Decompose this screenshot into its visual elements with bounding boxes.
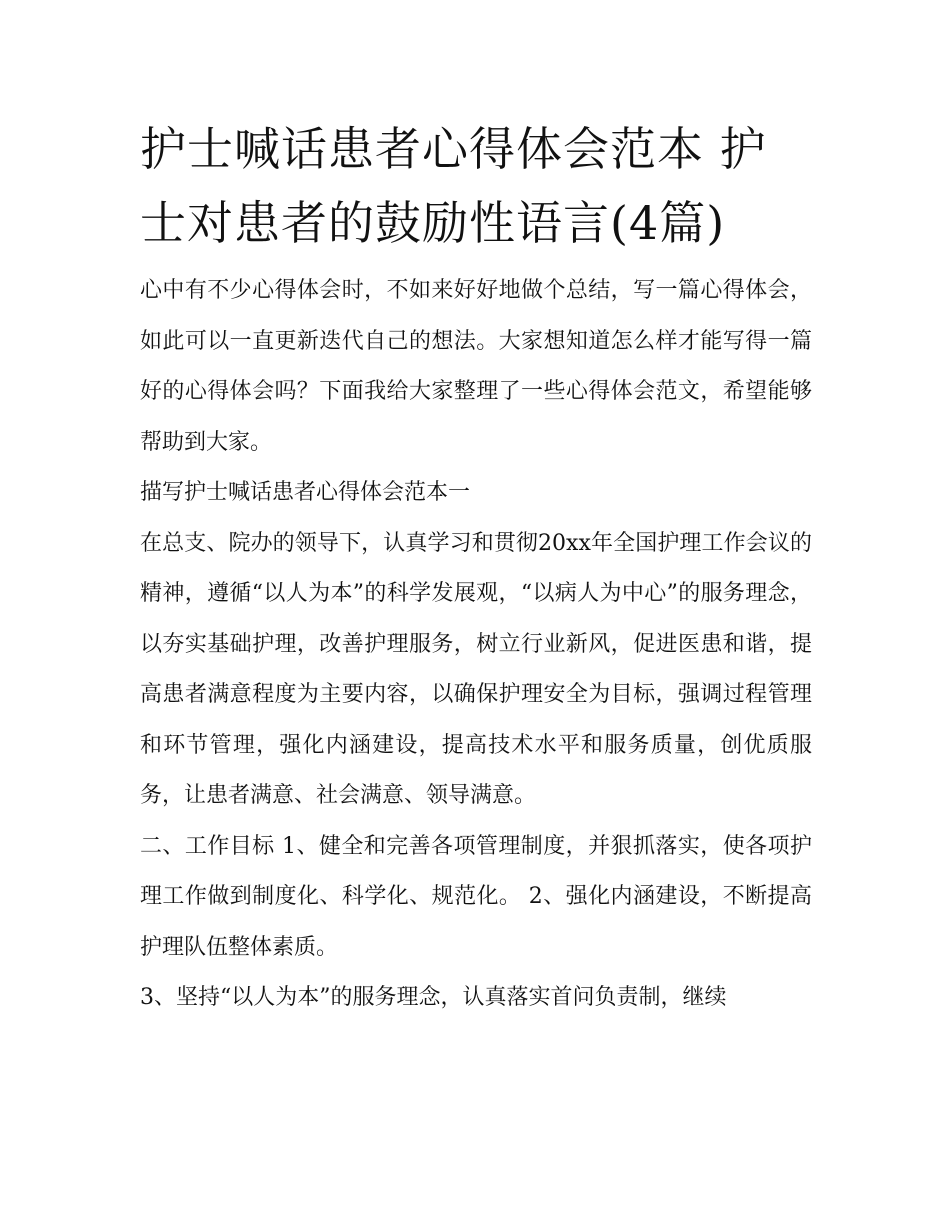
- section-heading: 描写护士喊话患者心得体会范本一: [140, 480, 471, 505]
- body-paragraph: 在总支、院办的领导下，认真学习和贯彻20xx年全国护理工作会议的精神，遵循“以人为本”的科学发展观，“以病人为中心”的服务理念，以夯实基础护理，改善护理服务，树立行业新风，促进医患和谐，提高患者满意程度为主要内容，以确保护理安全为目标，强调过程管理和环节管理，强化内涵建设，提高技术水平和服务质量，创优质服务，让患者满意、社会满意、领导满意。: [140, 530, 812, 808]
- document-page: [140, 112, 812, 1024]
- document-title: 护士喊话患者心得体会范本 护士对患者的鼓励性语言(4篇): [140, 122, 767, 250]
- service-paragraph: 3、坚持“以人为本”的服务理念，认真落实首问负责制，继续: [140, 985, 727, 1010]
- goals-paragraph: 二、工作目标 1、健全和完善各项管理制度，并狠抓落实，使各项护理工作做到制度化、科学化、规范化。 2、强化内涵建设，不断提高护理队伍整体素质。: [140, 833, 812, 960]
- intro-paragraph: 心中有不少心得体会时，不如来好好地做个总结，写一篇心得体会，如此可以一直更新迭代自己的想法。大家想知道怎么样才能写得一篇好的心得体会吗？下面我给大家整理了一些心得体会范文，希望能够帮助到大家。: [140, 278, 812, 455]
